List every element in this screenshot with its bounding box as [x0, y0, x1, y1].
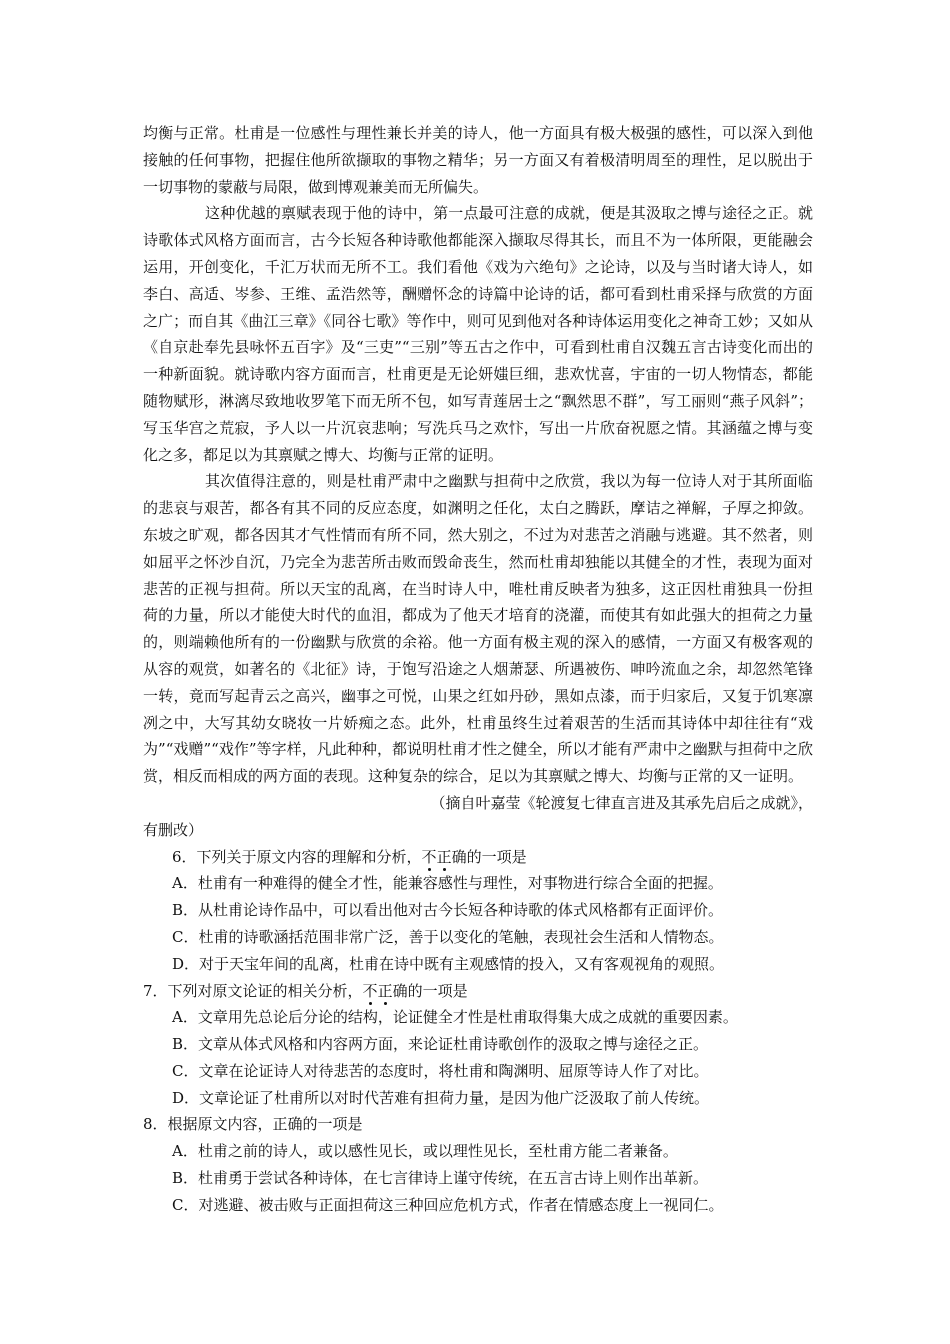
- article-paragraph-1: 均衡与正常。杜甫是一位感性与理性兼长并美的诗人，他一方面具有极大极强的感性，可以深入到他接触的任何事物，把握住他所欲撷取的事物之精华；另一方面又有着极清明周至的理性，足以脱出于一切事物的蒙蔽与局限，做到博观兼美而无所偏失。: [143, 124, 813, 196]
- question-7-option-d: D．文章论证了杜甫所以对时代苦难有担荷力量，是因为他广泛汲取了前人传统。: [172, 1088, 710, 1107]
- question-8-stem: 8．根据原文内容，正确的一项是: [143, 1115, 363, 1134]
- emphasis-mark: 正: [436, 847, 452, 866]
- question-6-stem: 6．下列关于原文内容的理解和分析，不正确的一项是: [172, 847, 527, 866]
- emphasis-mark: 不: [421, 847, 437, 866]
- question-7-option-b: B．文章从体式风格和内容两方面，来论证杜甫诗歌创作的汲取之博与途径之正。: [172, 1035, 709, 1054]
- source-citation-cont: 有删改）: [143, 820, 204, 839]
- question-7-option-c: C．文章在论证诗人对待悲苦的态度时，将杜甫和陶渊明、屈原等诗人作了对比。: [172, 1061, 709, 1080]
- question-8-option-c: C．对逃避、被击败与正面担荷这三种回应危机方式，作者在情感态度上一视同仁。: [172, 1195, 724, 1214]
- question-6-option-c: C．杜甫的诗歌涵括范围非常广泛，善于以变化的笔触，表现社会生活和人情物态。: [172, 927, 724, 946]
- question-7-option-a: A．文章用先总论后分论的结构，论证健全才性是杜甫取得集大成之成就的重要因素。: [172, 1008, 738, 1027]
- question-6-option-d: D．对于天宝年间的乱离，杜甫在诗中既有主观感情的投入，又有客观视角的观照。: [172, 954, 725, 973]
- article-paragraph-3: 其次值得注意的，则是杜甫严肃中之幽默与担荷中之欣赏，我以为每一位诗人对于其所面临的悲哀与艰苦，都各有其不同的反应态度，如渊明之任化，太白之腾跃，摩诘之禅解，子厚之抑敛。东坡之旷观，都各因其才气性情而有所不同，然大别之，不过为对悲苦之消融与逃避。其不然者，则如屈平之怀沙自沉，乃完全为悲苦所击败而毁命丧生，然而杜甫却独能以其健全的才性，表现为面对悲苦的正视与担荷。所以天宝的乱离，在当时诗人中，唯杜甫反映者为独多，这正因杜甫独具一份担荷的力量，所以才能使大时代的血泪，都成为了他天才培育的浇灌，而使其有如此强大的担荷之力量的，则端赖他所有的一份幽默与欣赏的余裕。他一方面有极主观的深入的感情，一方面又有极客观的从容的观赏，如著名的《北征》诗，于饱写沿途之人烟萧瑟、所遇被伤、呻吟流血之余，却忽然笔锋一转，竟而写起青云之高兴，幽事之可悦，山果之红如丹砂，黑如点漆，而于归家后，又复于饥寒凛冽之中，大写其幼女晓妆一片娇痴之态。此外，杜甫虽终生过着艰苦的生活而其诗体中却往往有“戏为”“戏赠”“戏作”等字样，凡此种种，都说明杜甫才性之健全，所以才能有严肃中之幽默与担荷中之欣赏，相反而相成的两方面的表现。这种复杂的综合，足以为其禀赋之博大、均衡与正常的又一证明。: [143, 472, 813, 786]
- source-citation: （摘自叶嘉莹《轮渡复七律直言进及其承先启后之成就》，: [430, 793, 813, 812]
- question-7-stem: 7．下列对原文论证的相关分析，不正确的一项是: [143, 981, 468, 1000]
- exam-page: [143, 120, 813, 1219]
- emphasis-mark: 不: [362, 981, 378, 1000]
- emphasis-mark: 正: [377, 981, 393, 1000]
- question-6-option-a: A．杜甫有一种难得的健全才性，能兼容感性与理性，对事物进行综合全面的把握。: [172, 874, 723, 893]
- question-6-option-b: B．从杜甫论诗作品中，可以看出他对古今长短各种诗歌的体式风格都有正面评价。: [172, 901, 724, 920]
- question-8-option-a: A．杜甫之前的诗人，或以感性见长，或以理性见长，至杜甫方能二者兼备。: [172, 1142, 678, 1161]
- article-paragraph-2: 这种优越的禀赋表现于他的诗中，第一点最可注意的成就，便是其汲取之博与途径之正。就诗歌体式风格方面而言，古今长短各种诗歌他都能深入撷取尽得其长，而且不为一体所限，更能融会运用，开创变化，千汇万状而无所不工。我们看他《戏为六绝句》之论诗，以及与当时诸大诗人，如李白、高适、岑参、王维、孟浩然等，酬赠怀念的诗篇中论诗的话，都可看到杜甫采择与欣赏的方面之广；而自其《曲江三章》《同谷七歌》等作中，则可见到他对各种诗体运用变化之神奇工妙；又如从《自京赴奉先县咏怀五百字》及“三吏”“三别”等五古之作中，可看到杜甫自汉魏五言古诗变化而出的一种新面貌。就诗歌内容方面而言，杜甫更是无论妍媸巨细，悲欢忧喜，宇宙的一切人物情态，都能随物赋形，淋漓尽致地收罗笔下而无所不包，如写青莲居士之“飘然思不群”，写工丽则“燕子风斜”；写玉华宫之荒寂，予人以一片沉哀悲响；写洗兵马之欢忭，写出一片欣奋祝愿之情。其涵蕴之博与变化之多，都足以为其禀赋之博大、均衡与正常的证明。: [143, 204, 813, 464]
- question-8-option-b: B．杜甫勇于尝试各种诗体，在七言律诗上谨守传统，在五言古诗上则作出革新。: [172, 1169, 709, 1188]
